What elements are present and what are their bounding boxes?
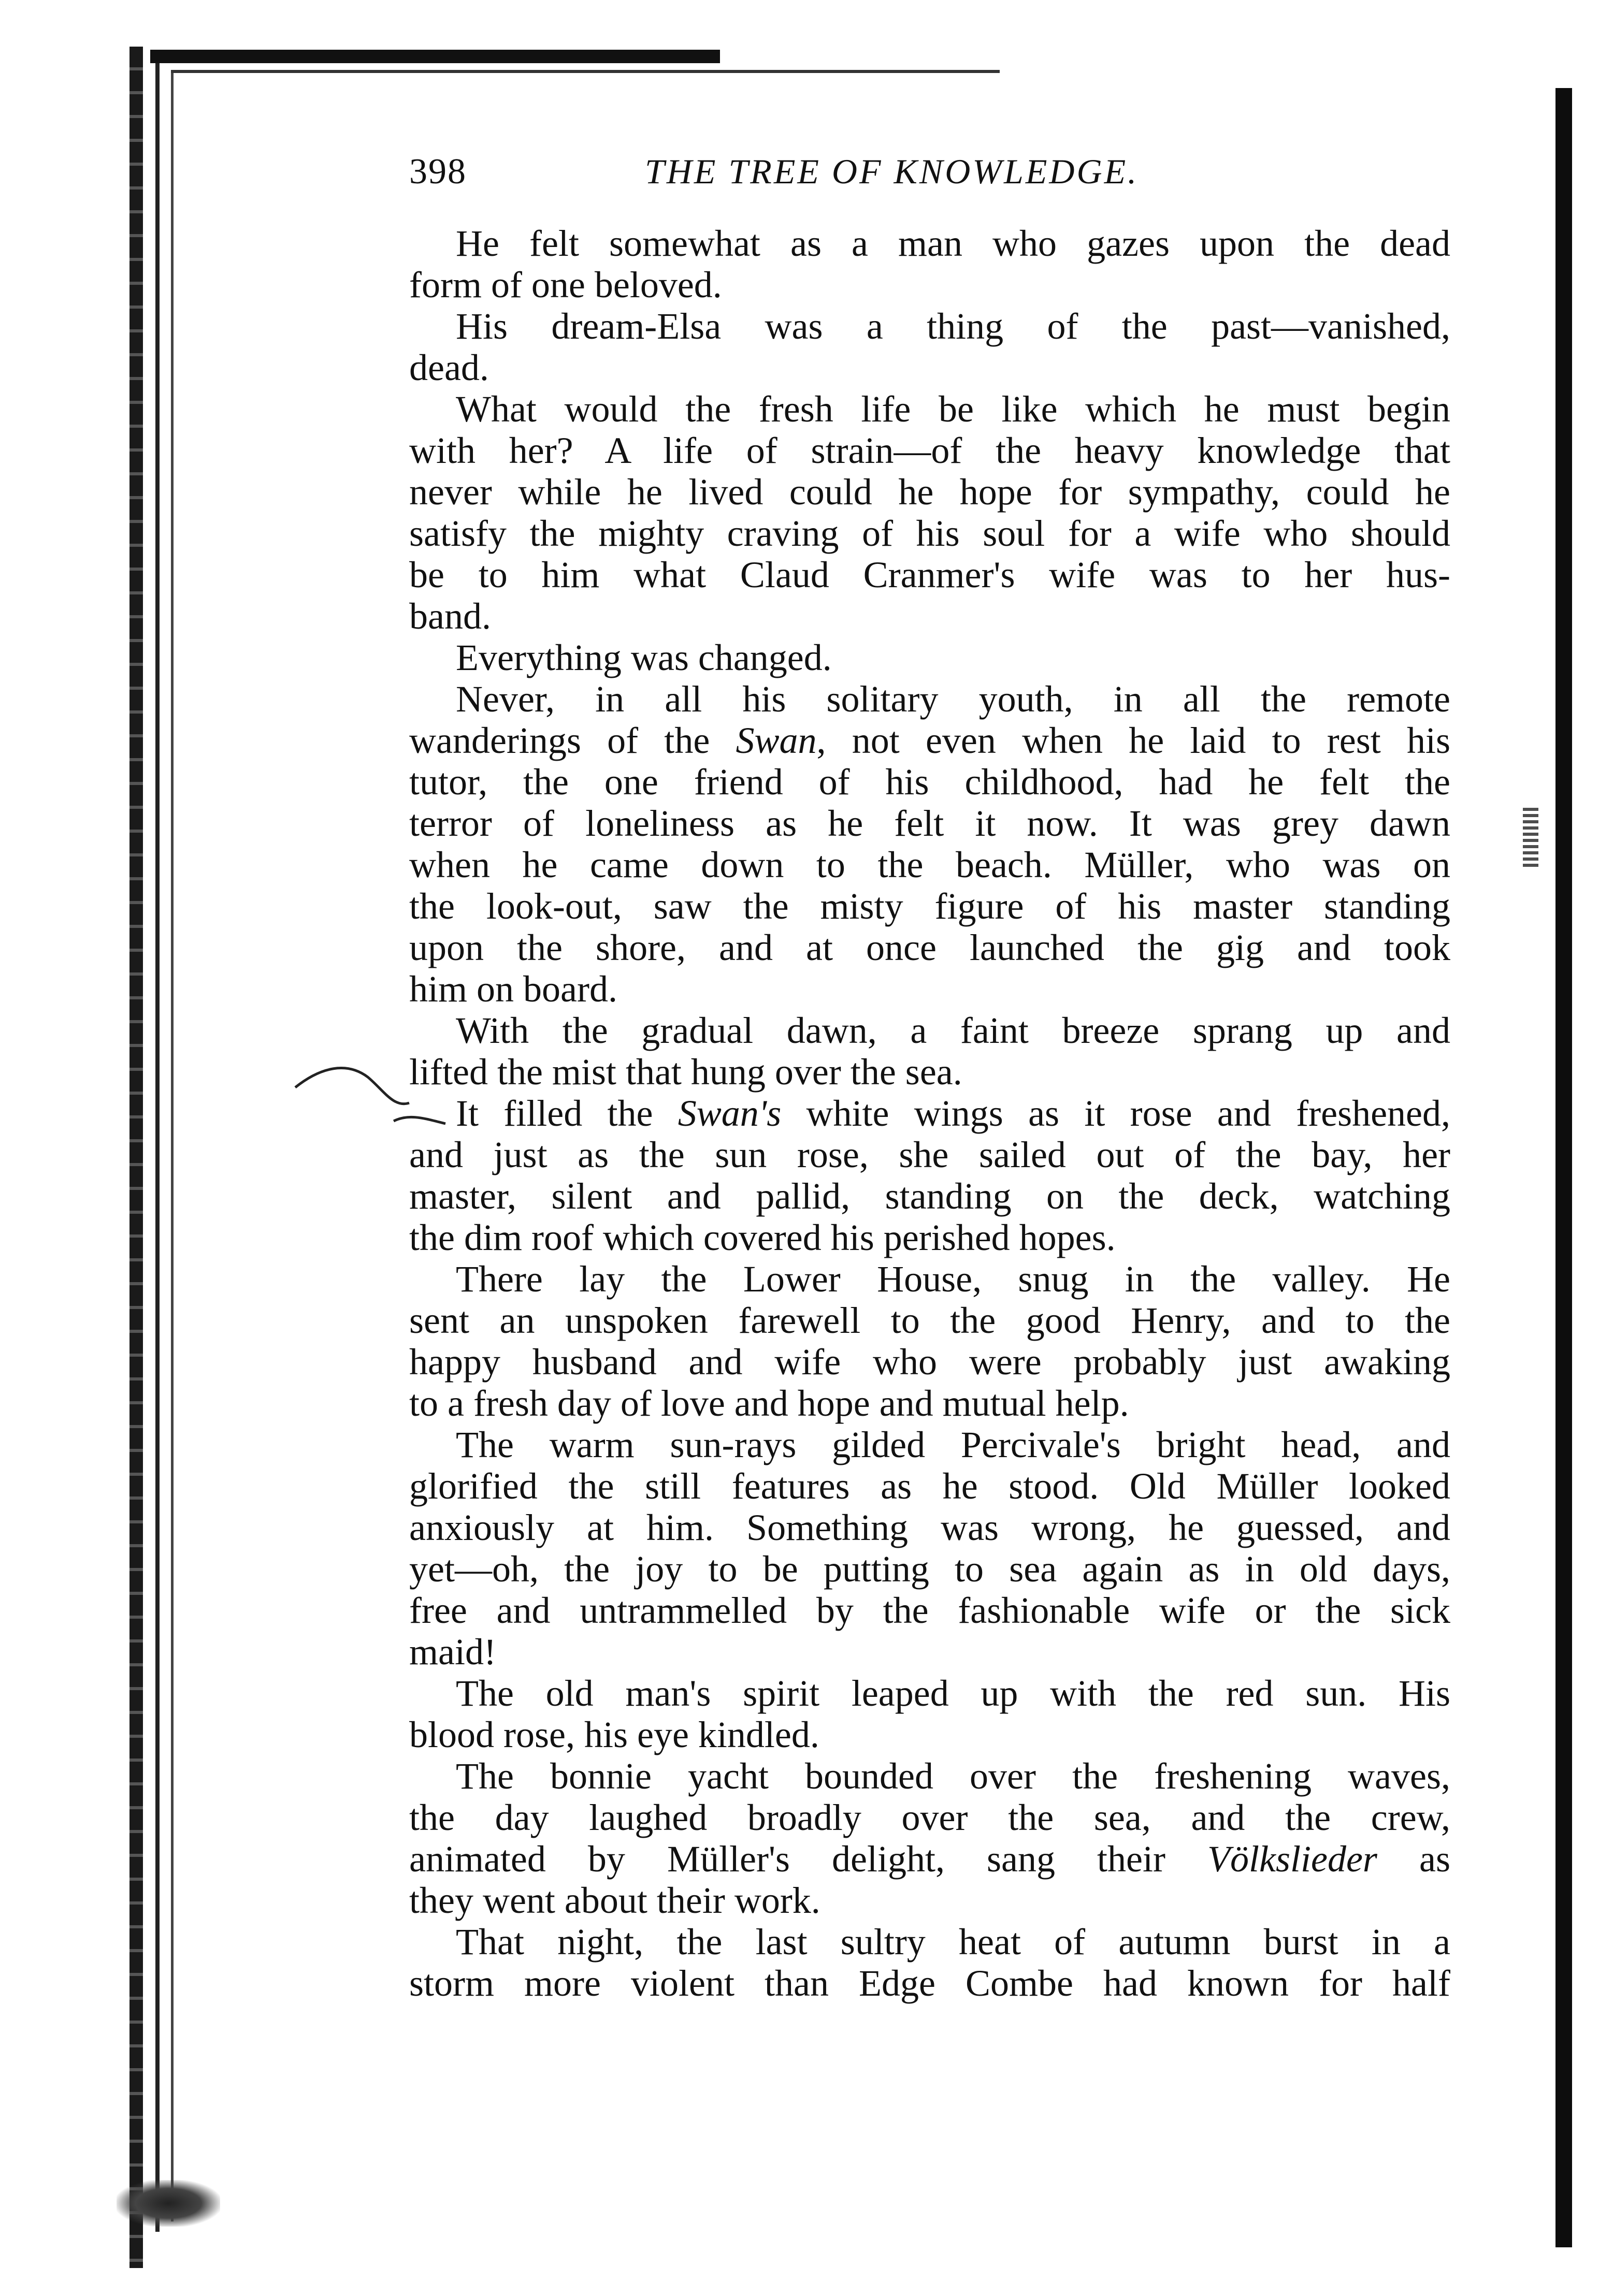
text-segment: as: [1377, 1838, 1450, 1880]
text-line: The warm sun-rays gilded Percivale's bright head, and: [456, 1424, 1450, 1465]
text-segment: , not even when he laid to rest his: [816, 720, 1450, 761]
text-segment: white wings as it rose and freshened,: [781, 1093, 1451, 1134]
running-title: THE TREE OF KNOWLEDGE.: [645, 152, 1139, 191]
text-line: yet—oh, the joy to be putting to sea again as in old days,: [409, 1548, 1450, 1590]
text-line: when he came down to the beach. Müller, who was on: [409, 844, 1450, 885]
text-line: maid!: [409, 1631, 496, 1673]
binding-line-inner: [171, 72, 174, 2221]
text-line: With the gradual dawn, a faint breeze sprang up and: [456, 1010, 1450, 1051]
text-line: What would the fresh life be like which he must begin: [456, 388, 1450, 430]
text-line: happy husband and wife who were probably just awaking: [409, 1341, 1450, 1383]
text-line: dead.: [409, 347, 489, 388]
text-line: band.: [409, 595, 491, 637]
text-line: That night, the last sultry heat of autumn burst in a: [456, 1921, 1450, 1963]
top-edge-thin-rule: [171, 70, 1000, 73]
text-line: free and untrammelled by the fashionable wife or the sick: [409, 1590, 1450, 1631]
top-edge-rule: [150, 50, 720, 63]
italic-segment: Völkslieder: [1207, 1838, 1377, 1880]
text-line: [409, 1838, 1450, 1880]
text-segment: It filled the: [456, 1093, 678, 1134]
text-line: to a fresh day of love and hope and mutual help.: [409, 1383, 1129, 1424]
text-line: satisfy the mighty craving of his soul for a wife who should: [409, 513, 1450, 554]
italic-segment: Swan's: [678, 1093, 782, 1134]
text-line: form of one beloved.: [409, 264, 722, 306]
text-line: There lay the Lower House, snug in the valley. He: [456, 1258, 1450, 1300]
text-line: storm more violent than Edge Combe had known for half: [409, 1963, 1450, 2004]
text-line: and just as the sun rose, she sailed out of the bay, her: [409, 1134, 1450, 1175]
text-segment: animated by Müller's delight, sang their: [409, 1838, 1208, 1880]
text-line: The bonnie yacht bounded over the freshening waves,: [456, 1755, 1450, 1797]
text-line: terror of loneliness as he felt it now. It was grey dawn: [409, 803, 1450, 844]
text-line: Never, in all his solitary youth, in all the remote: [456, 678, 1450, 720]
text-line: him on board.: [409, 968, 617, 1010]
page-number: 398: [409, 152, 467, 192]
body-text: [409, 223, 1450, 2004]
right-edge-bar: [1555, 88, 1572, 2247]
italic-segment: Swan: [736, 720, 817, 761]
binding-shadow: [129, 47, 143, 2268]
bottom-corner-smudge: [117, 2180, 220, 2227]
text-line: lifted the mist that hung over the sea.: [409, 1051, 962, 1093]
text-line: with her? A life of strain—of the heavy knowledge that: [409, 430, 1450, 471]
binding-line: [155, 57, 160, 2232]
text-line: the look-out, saw the misty figure of his master standing: [409, 885, 1450, 927]
text-line: [409, 720, 1450, 761]
text-line: anxiously at him. Something was wrong, he guessed, and: [409, 1507, 1450, 1548]
text-line: glorified the still features as he stood. Old Müller looked: [409, 1465, 1450, 1507]
text-line: sent an unspoken farewell to the good Henry, and to the: [409, 1300, 1450, 1341]
text-line: they went about their work.: [409, 1880, 820, 1921]
text-line: blood rose, his eye kindled.: [409, 1714, 819, 1755]
text-line: upon the shore, and at once launched the gig and took: [409, 927, 1450, 968]
margin-smudge: [1523, 808, 1538, 870]
text-line: [409, 1093, 1450, 1134]
text-line: be to him what Claud Cranmer's wife was to her hus-: [409, 554, 1450, 595]
text-line: Everything was changed.: [456, 637, 832, 678]
text-line: The old man's spirit leaped up with the red sun. His: [456, 1673, 1450, 1714]
text-line: the day laughed broadly over the sea, and the crew,: [409, 1797, 1450, 1838]
text-line: the dim roof which covered his perished hopes.: [409, 1217, 1116, 1258]
text-line: His dream-Elsa was a thing of the past—vanished,: [456, 306, 1450, 347]
text-line: master, silent and pallid, standing on the deck, watching: [409, 1175, 1450, 1217]
text-line: never while he lived could he hope for sympathy, could he: [409, 471, 1450, 513]
text-segment: wanderings of the: [409, 720, 736, 761]
text-line: tutor, the one friend of his childhood, had he felt the: [409, 761, 1450, 803]
text-line: He felt somewhat as a man who gazes upon the dead: [456, 223, 1450, 264]
